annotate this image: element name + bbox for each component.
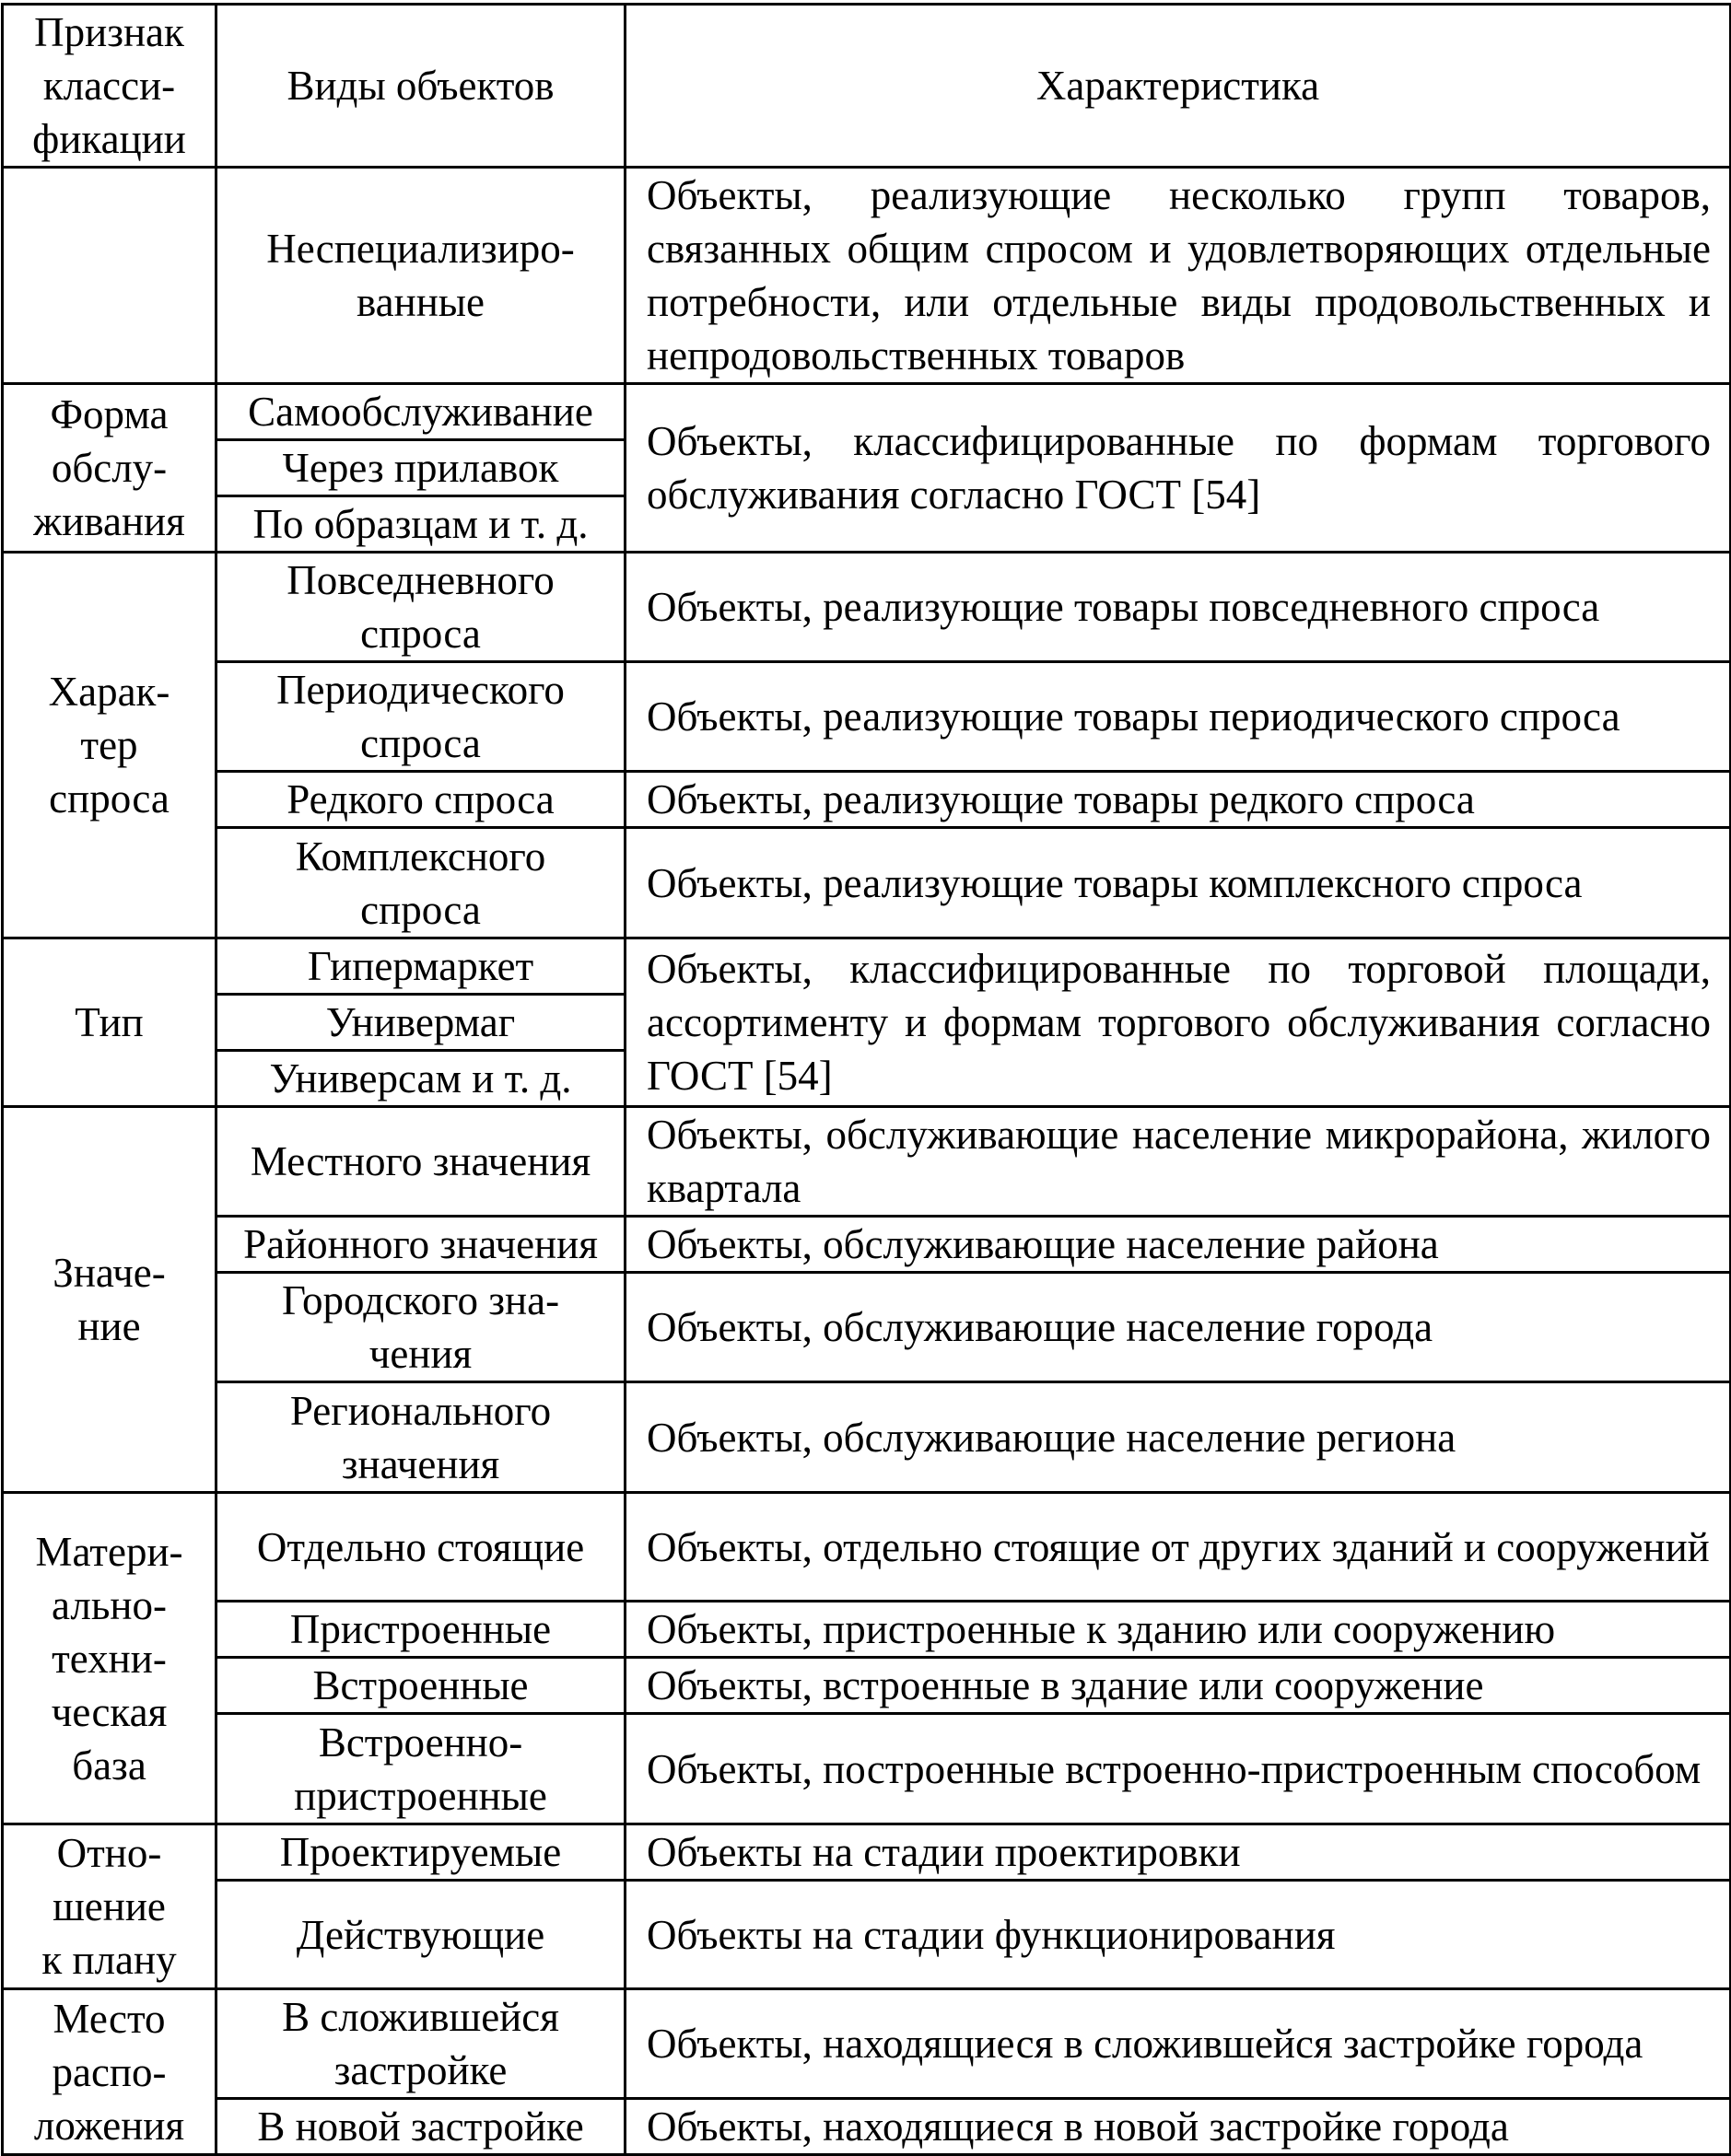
- type-cell: Универмаг: [216, 995, 626, 1051]
- classification-table: [1, 3, 1731, 2156]
- table-row: [3, 938, 1731, 995]
- table-row: [3, 662, 1731, 772]
- characteristic-cell: Объекты, находящиеся в сложившейся застройке города: [626, 1989, 1731, 2099]
- criterion-cell: Тип: [3, 938, 216, 1107]
- characteristic-cell: Объекты, обслуживающие население района: [626, 1217, 1731, 1273]
- header-characteristic: [626, 5, 1731, 168]
- type-cell: Городского зна- чения: [216, 1273, 626, 1382]
- table-row: [3, 1217, 1731, 1273]
- table-row: [3, 1382, 1731, 1493]
- table-row: [3, 1602, 1731, 1658]
- criterion-cell: Значе- ние: [3, 1107, 216, 1493]
- criterion-cell: Отно- шение к плану: [3, 1824, 216, 1989]
- type-cell: Отдельно стоящие: [216, 1493, 626, 1602]
- type-cell: Регионального значения: [216, 1382, 626, 1493]
- type-cell: Периодического спроса: [216, 662, 626, 772]
- characteristic-cell: Объекты, классифицированные по формам торгового обслуживания согласно ГОСТ [54]: [626, 384, 1731, 553]
- table-row: [3, 1658, 1731, 1714]
- table-row: [3, 1824, 1731, 1881]
- table-row: [3, 1493, 1731, 1602]
- characteristic-cell: Объекты, построенные встроенно-пристроенным способом: [626, 1714, 1731, 1824]
- table-row: [3, 1714, 1731, 1824]
- criterion-cell: Форма обслу- живания: [3, 384, 216, 553]
- table-row: [3, 1881, 1731, 1989]
- characteristic-cell: Объекты на стадии функционирования: [626, 1881, 1731, 1989]
- table-row: [3, 553, 1731, 662]
- table-row: [3, 1107, 1731, 1217]
- type-cell: Редкого спроса: [216, 772, 626, 828]
- characteristic-cell: Объекты, обслуживающие население региона: [626, 1382, 1731, 1493]
- table-row: [3, 2099, 1731, 2155]
- type-cell: Встроенные: [216, 1658, 626, 1714]
- characteristic-cell: Объекты, отдельно стоящие от других зданий и сооружений: [626, 1493, 1731, 1602]
- type-cell: Комплексного спроса: [216, 828, 626, 938]
- type-cell: Гипермаркет: [216, 938, 626, 995]
- characteristic-cell: Объекты, реализующие несколько групп товаров, связанных общим спросом и удовлетворяющих отдельные потребности, или отдельные виды продовольственных и непродовольственных товаров: [626, 168, 1731, 384]
- table-row: [3, 828, 1731, 938]
- characteristic-cell: Объекты на стадии проектировки: [626, 1824, 1731, 1881]
- table-row: [3, 168, 1731, 384]
- header-types-text: Виды объектов: [287, 63, 555, 109]
- type-cell: Действующие: [216, 1881, 626, 1989]
- criterion-cell: Матери- ально- техни- ческая база: [3, 1493, 216, 1824]
- characteristic-cell: Объекты, обслуживающие население микрорайона, жилого квартала: [626, 1107, 1731, 1217]
- characteristic-cell: Объекты, реализующие товары периодического спроса: [626, 662, 1731, 772]
- criterion-cell: [3, 168, 216, 384]
- characteristic-cell: Объекты, реализующие товары комплексного спроса: [626, 828, 1731, 938]
- type-cell: Универсам и т. д.: [216, 1051, 626, 1107]
- header-characteristic-text: Характеристика: [1035, 63, 1320, 109]
- type-cell: В новой застройке: [216, 2099, 626, 2155]
- type-cell: По образцам и т. д.: [216, 496, 626, 553]
- table-row: [3, 1273, 1731, 1382]
- type-cell: Самообслуживание: [216, 384, 626, 440]
- characteristic-cell: Объекты, находящиеся в новой застройке города: [626, 2099, 1731, 2155]
- type-cell: Пристроенные: [216, 1602, 626, 1658]
- characteristic-cell: Объекты, реализующие товары повседневного спроса: [626, 553, 1731, 662]
- characteristic-cell: Объекты, встроенные в здание или сооружение: [626, 1658, 1731, 1714]
- header-row: [3, 5, 1731, 168]
- table-row: [3, 1989, 1731, 2099]
- characteristic-cell: Объекты, реализующие товары редкого спроса: [626, 772, 1731, 828]
- characteristic-cell: Объекты, пристроенные к зданию или сооружению: [626, 1602, 1731, 1658]
- type-cell: Районного значения: [216, 1217, 626, 1273]
- header-criterion-text: Признак класси- фикации: [32, 9, 186, 162]
- type-cell: Местного значения: [216, 1107, 626, 1217]
- characteristic-cell: Объекты, обслуживающие население города: [626, 1273, 1731, 1382]
- type-cell: В сложившейся застройке: [216, 1989, 626, 2099]
- table-row: [3, 384, 1731, 440]
- criterion-cell: Место распо- ложения: [3, 1989, 216, 2155]
- table-row: [3, 772, 1731, 828]
- header-criterion: [3, 5, 216, 168]
- type-cell: Встроенно- пристроенные: [216, 1714, 626, 1824]
- criterion-cell: Харак- тер спроса: [3, 553, 216, 938]
- type-cell: Через прилавок: [216, 440, 626, 496]
- type-cell: Повседневного спроса: [216, 553, 626, 662]
- type-cell: Проектируемые: [216, 1824, 626, 1881]
- header-types: [216, 5, 626, 168]
- characteristic-cell: Объекты, классифицированные по торговой площади, ассортименту и формам торгового обслуживания согласно ГОСТ [54]: [626, 938, 1731, 1107]
- type-cell: Неспециализиро- ванные: [216, 168, 626, 384]
